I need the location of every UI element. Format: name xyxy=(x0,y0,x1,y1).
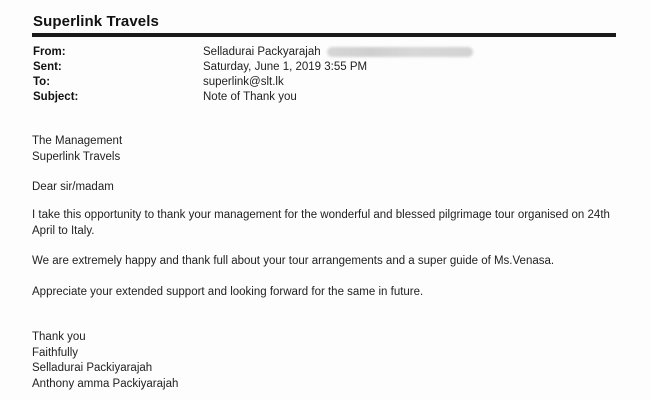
closing-thank-you: Thank you xyxy=(32,331,86,343)
sent-value: Saturday, June 1, 2019 3:55 PM xyxy=(203,61,368,73)
header-row-to xyxy=(33,75,593,90)
addressee-line-1: The Management xyxy=(32,135,123,147)
header-row-subject xyxy=(33,90,593,105)
closing-faithfully: Faithfully xyxy=(32,346,79,359)
paragraph-2-text: We are extremely happy and thank full about your tour arrangements and a super guide of Ms.Venasa. xyxy=(32,255,555,267)
header-row-sent xyxy=(33,60,593,75)
paragraph-1 xyxy=(32,208,632,239)
paragraph-1-line-1: I take this opportunity to thank your management for the wonderful and blessed pilgrimage tour organised on 24th xyxy=(32,209,610,221)
subject-value: Note of Thank you xyxy=(203,91,297,103)
signatory-2: Anthony amma Packiyarajah xyxy=(32,377,179,390)
addressee-block xyxy=(32,134,632,165)
paragraph-3-text: Appreciate your extended support and looking forward for the same in future. xyxy=(32,286,424,298)
header-row-from xyxy=(33,45,593,60)
paragraph-1-line-2: April to Italy. xyxy=(32,224,95,237)
salutation-text: Dear sir/madam xyxy=(32,181,114,193)
redacted-email-blur xyxy=(327,47,473,57)
from-value: Selladurai Packyarajah xyxy=(203,46,321,58)
closing-block xyxy=(32,330,632,392)
to-label: To: xyxy=(33,76,51,88)
sent-label: Sent: xyxy=(33,61,62,73)
from-value-wrap xyxy=(203,45,473,60)
letterhead-rule xyxy=(32,33,616,37)
paragraph-2 xyxy=(32,254,632,270)
letterhead-title: Superlink Travels xyxy=(33,13,159,30)
to-value: superlink@slt.lk xyxy=(203,76,284,88)
paragraph-3 xyxy=(32,285,632,301)
addressee-line-2: Superlink Travels xyxy=(32,150,121,163)
from-label: From: xyxy=(33,46,66,58)
salutation xyxy=(32,180,632,196)
signatory-1: Selladurai Packiyarajah xyxy=(32,362,153,374)
subject-label: Subject: xyxy=(33,91,79,103)
